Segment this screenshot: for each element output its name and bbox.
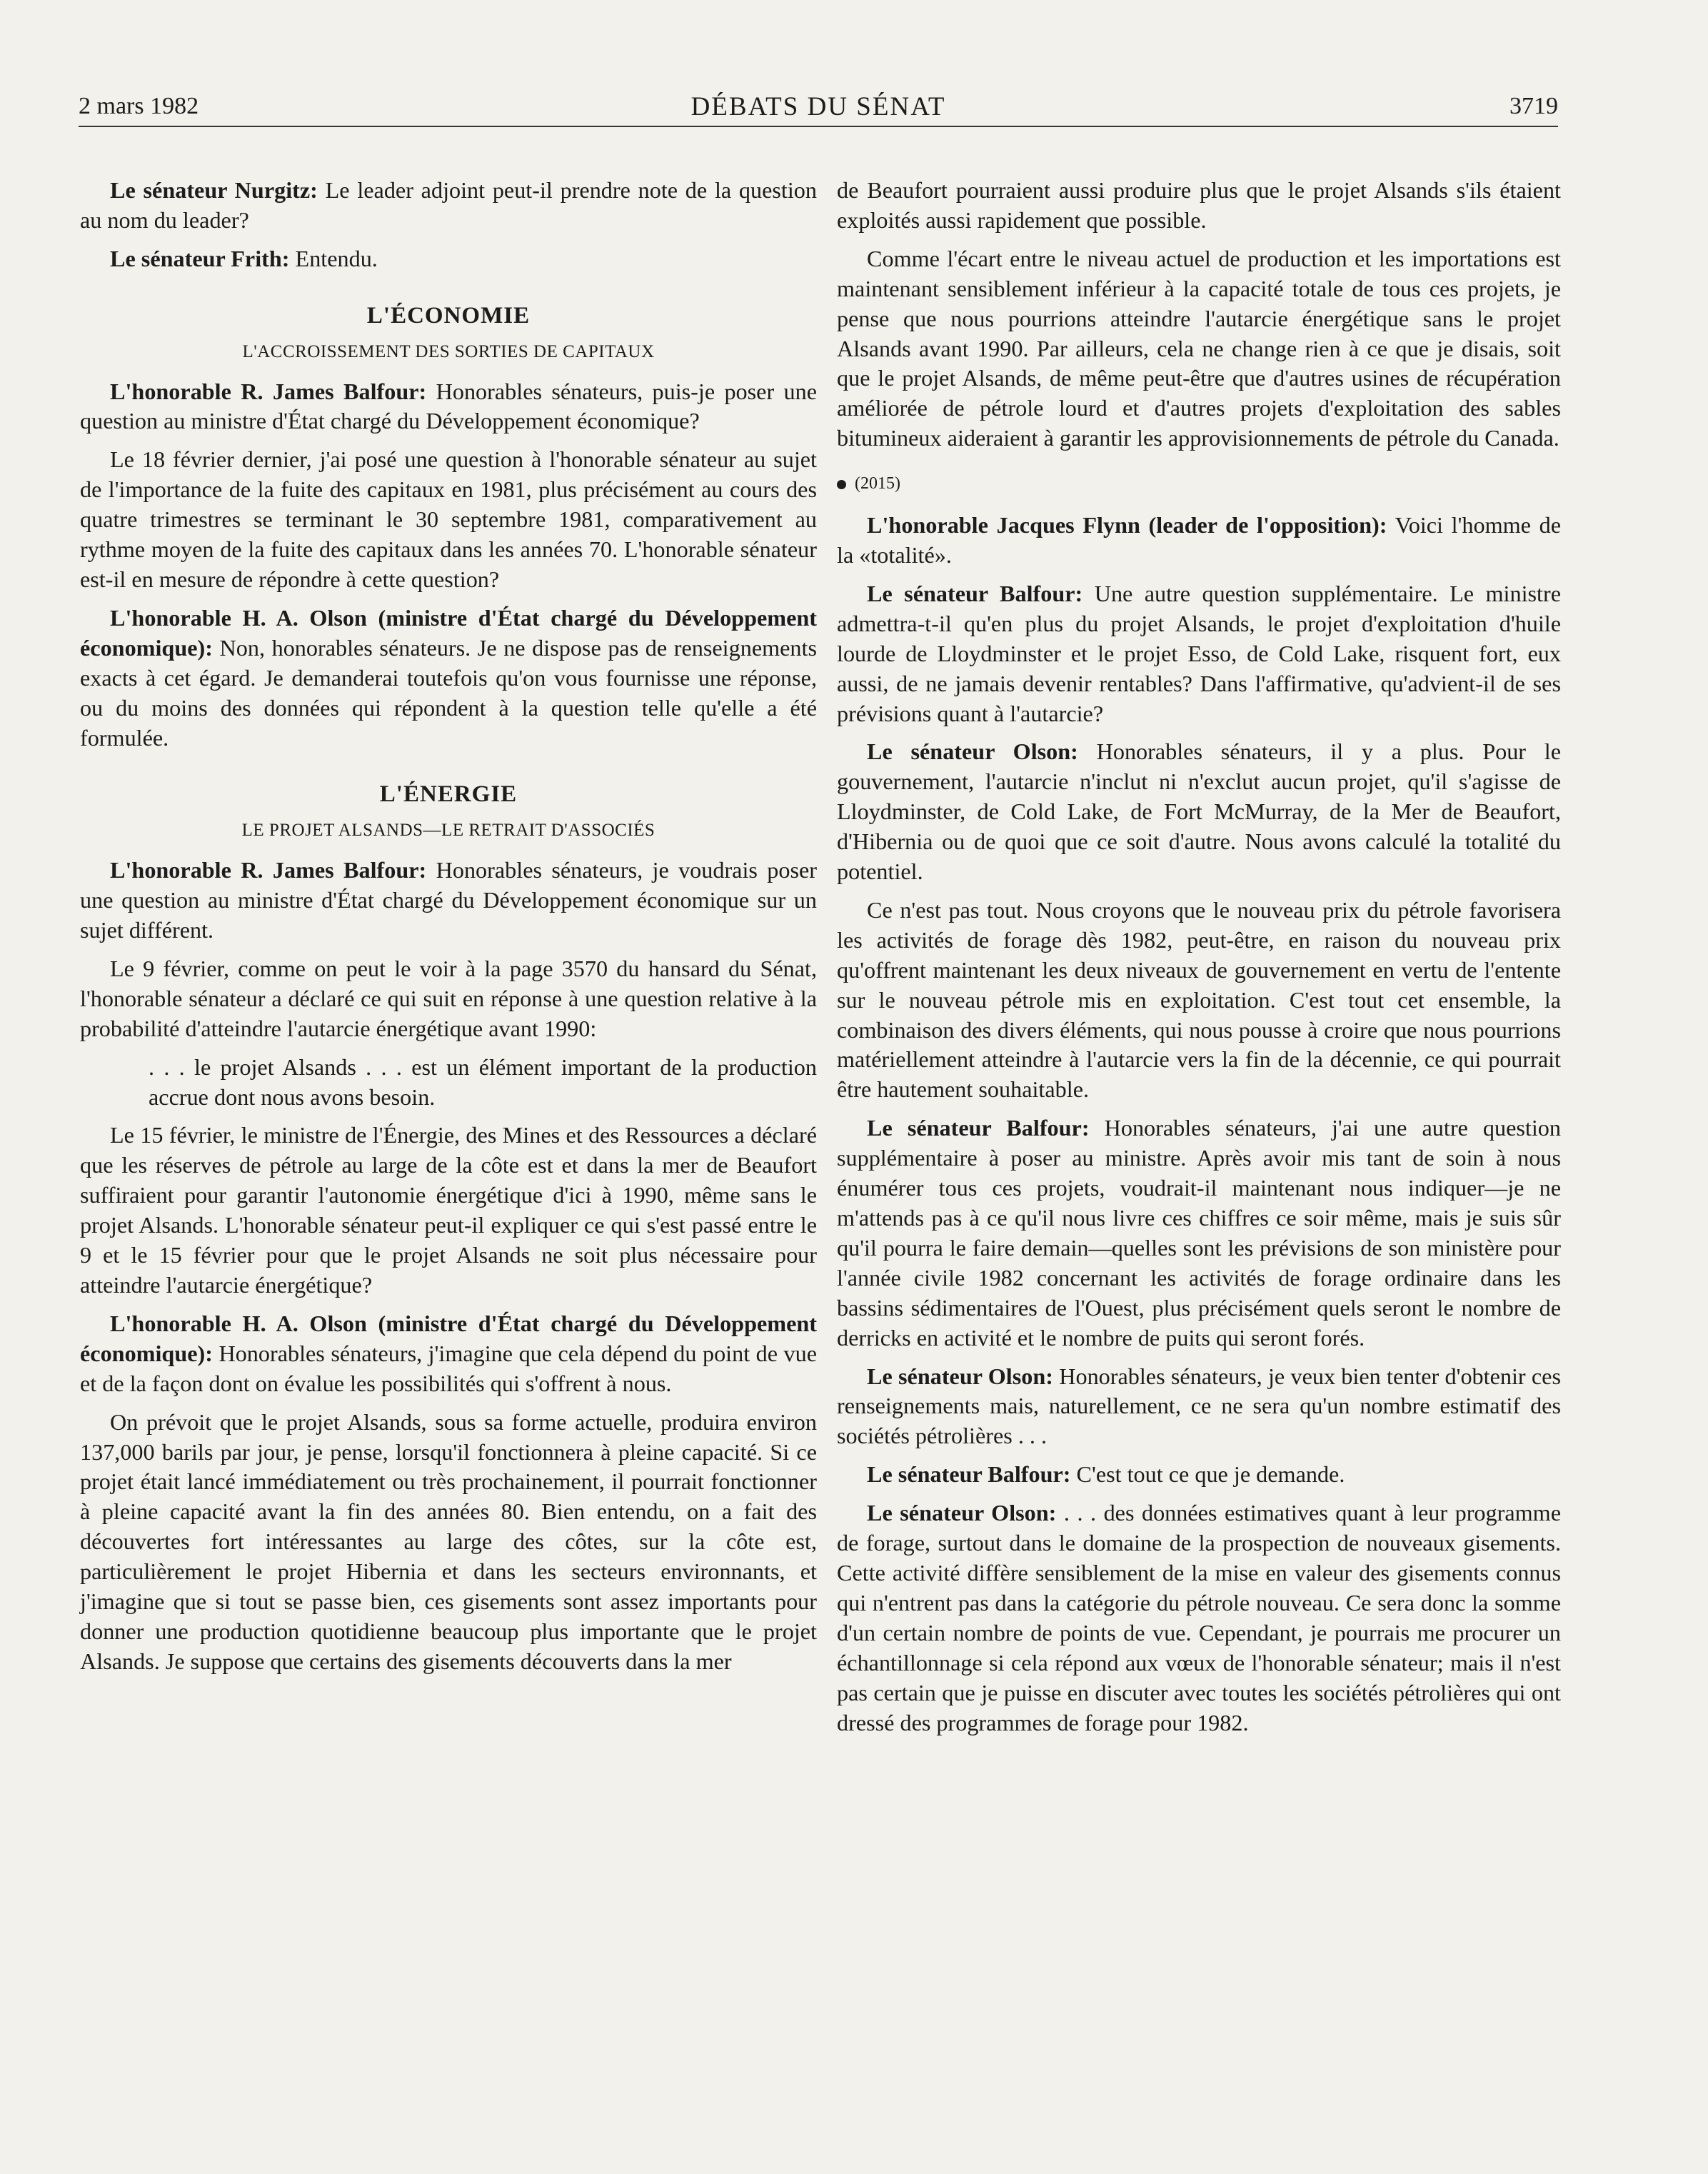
header-title: DÉBATS DU SÉNAT: [690, 92, 946, 121]
speech: Honorables sénateurs, je veux bien tenter d'obtenir ces renseignements mais, naturellement, ce ne sera qu'un nombre estimatif des sociétés pétrolières . . .: [837, 1363, 1561, 1449]
speaker: Le sénateur Nurgitz:: [110, 177, 318, 203]
paragraph: de Beaufort pourraient aussi produire plus que le projet Alsands s'ils étaient exploités aussi rapidement que possible.: [837, 177, 1561, 233]
section-heading: L'ÉNERGIE: [379, 781, 518, 808]
paragraph: [80, 603, 817, 753]
page-number: 3719: [1509, 93, 1558, 119]
paragraph: [80, 244, 817, 274]
paragraph: [837, 1362, 1561, 1452]
speech: Honorables sénateurs, j'imagine que cela dépend du point de vue et de la façon dont on évalue les possibilités qui s'offrent à nous.: [80, 1340, 817, 1396]
header-date: 2 mars 1982: [79, 93, 199, 119]
speaker: L'honorable R. James Balfour:: [110, 378, 427, 404]
speaker: L'honorable H. A. Olson (ministre d'État chargé du Développement économique):: [80, 1310, 817, 1366]
paragraph: Le 18 février dernier, j'ai posé une question à l'honorable sénateur au sujet de l'importance de la fuite des capitaux en 1981, plus précisément au cours des quatre trimestres se terminant le 30 septembre 1981, comparativement au rythme moyen de la fuite des capitaux dans les années 70. L'honorable sénateur est-il en mesure de répondre à cette question?: [80, 446, 817, 592]
speaker: L'honorable H. A. Olson (ministre d'État chargé du Développement économique):: [80, 604, 817, 661]
speaker: Le sénateur Balfour:: [867, 1115, 1090, 1141]
paragraph: [837, 1460, 1561, 1490]
speech: Entendu.: [289, 245, 378, 271]
right-column: [837, 176, 1561, 1746]
speaker: Le sénateur Balfour:: [867, 1461, 1071, 1488]
block-quote: . . . le projet Alsands . . . est un élément important de la production accrue dont nous avons besoin.: [149, 1053, 817, 1110]
paragraph: Ce n'est pas tout. Nous croyons que le nouveau prix du pétrole favorisera les activités de forage dès 1982, peut-être, en raison du nouveau prix qu'offrent maintenant les deux niveaux de gouvernement en vertu de l'entente sur le nouveau pétrole mis en exploitation. C'est tout cet ensemble, la combinaison des divers éléments, qui nous pousse à croire que nous pourrions matériellement atteindre à l'autarcie vers la fin de la décennie, ce qui pourrait être hautement souhaitable.: [837, 896, 1561, 1103]
speech: C'est tout ce que je demande.: [1070, 1461, 1345, 1488]
paragraph: [80, 1309, 817, 1399]
speech: Honorables sénateurs, je voudrais poser une question au ministre d'État chargé du Développement économique sur un sujet différent.: [80, 857, 817, 943]
speech: Honorables sénateurs, j'ai une autre question supplémentaire à poser au ministre. Après avoir mis tant de soin à nous énumérer tous ces projets, voudrait-il maintenant nous indiquer—je ne m'attends pas à ce qu'il nous livre ces chiffres ce soir même, mais je suis sûr qu'il pourra le faire demain—quelles sont les prévisions de son ministère pour l'année civile 1982 concernant les activités de forage ordinaire dans les bassins sédimentaires de l'Ouest, plus précisément quels seront le nombre de derricks en activité et le nombre de puits qui seront forés.: [837, 1115, 1561, 1351]
paragraph: [837, 511, 1561, 571]
left-column: [80, 176, 817, 1685]
paragraph: [80, 176, 817, 236]
speech: Non, honorables sénateurs. Je ne dispose pas de renseignements exacts à cet égard. Je demanderai toutefois qu'on vous fournisse une réponse, ou du moins des données qui répondent à la question telle qu'elle a été formulée.: [80, 634, 817, 751]
time-marker-label: (2015): [855, 474, 900, 494]
speaker: Le sénateur Balfour:: [867, 580, 1083, 606]
paragraph: [837, 579, 1561, 729]
section-subheading: L'ACCROISSEMENT DES SORTIES DE CAPITAUX: [242, 341, 655, 361]
paragraph: Comme l'écart entre le niveau actuel de production et les importations est maintenant sensiblement inférieur à la capacité totale de tous ces projets, je pense que nous pourrions atteindre l'autarcie énergétique sans le projet Alsands avant 1990. Par ailleurs, cela ne change rien à ce que je disais, soit que le projet Alsands, de même peut-être que d'autres usines de récupération améliorée de pétrole lourd et d'autres projets d'exploitation des sables bitumineux aideraient à garantir les approvisionnements de pétrole du Canada.: [837, 245, 1561, 451]
speaker: L'honorable Jacques Flynn (leader de l'opposition):: [867, 512, 1387, 539]
page-header: [79, 89, 1558, 127]
paragraph: Le 9 février, comme on peut le voir à la page 3570 du hansard du Sénat, l'honorable sénateur a déclaré ce qui suit en réponse à une question relative à la probabilité d'atteindre l'autarcie énergétique avant 1990:: [80, 955, 817, 1041]
speaker: Le sénateur Olson:: [867, 1363, 1053, 1389]
speaker: Le sénateur Frith:: [110, 245, 290, 271]
paragraph: [837, 737, 1561, 887]
paragraph: Le 15 février, le ministre de l'Énergie, des Mines et des Ressources a déclaré que les réserves de pétrole au large de la côte est et dans la mer de Beaufort suffiraient pour garantir l'autonomie énergétique d'ici à 1990, même sans le projet Alsands. L'honorable sénateur peut-il expliquer ce qui s'est passé entre le 9 et le 15 février pour que le projet Alsands ne soit plus nécessaire pour atteindre l'autarcie énergétique?: [80, 1122, 817, 1298]
speaker: Le sénateur Olson:: [867, 738, 1078, 765]
speech: Une autre question supplémentaire. Le ministre admettra-t-il qu'en plus du projet Alsands, le projet d'exploitation d'huile lourde de Lloydminster et le projet Esso, de Cold Lake, risquent fort, eux aussi, de ne jamais devenir rentables? Dans l'affirmative, qu'advient-il de ses prévisions quant à l'autarcie?: [837, 580, 1561, 726]
bullet-icon: [837, 480, 846, 489]
speech: Le leader adjoint peut-il prendre note de la question au nom du leader?: [80, 177, 817, 233]
speech: . . . des données estimatives quant à leur programme de forage, surtout dans le domaine de la prospection de nouveaux gisements. Cette activité diffère sensiblement de la mise en valeur des gisements connus qui n'entrent pas dans la catégorie du pétrole nouveau. Ce sera donc la somme d'un certain nombre de points de vue. Cependant, je pourrais me procurer un échantillonnage si cela répond aux vœux de l'honorable sénateur; mais il n'est pas certain que je puisse en discuter avec toutes les sociétés pétrolières qui ont dressé des programmes de forage pour 1982.: [837, 1500, 1561, 1735]
paragraph: [80, 856, 817, 946]
time-marker: [837, 469, 1561, 499]
speaker: L'honorable R. James Balfour:: [110, 857, 427, 883]
speech: Honorables sénateurs, puis-je poser une question au ministre d'État chargé du Développement économique?: [80, 378, 817, 434]
speech: Voici l'homme de la «totalité».: [837, 512, 1562, 568]
section-subheading: LE PROJET ALSANDS—LE RETRAIT D'ASSOCIÉS: [241, 821, 655, 841]
paragraph: [80, 377, 817, 437]
paragraph: [837, 1113, 1561, 1353]
paragraph: On prévoit que le projet Alsands, sous sa forme actuelle, produira environ 137,000 barils par jour, je pense, lorsqu'il fonctionnera à pleine capacité. Si ce projet était lancé immédiatement ou très prochainement, il pourrait fonctionner à pleine capacité avant la fin des années 80. Bien entendu, on a fait des découvertes fort intéressantes au large des côtes, sur la côte est, particulièrement le projet Hibernia et dans les secteurs environnants, et j'imagine que si tout se passe bien, ces gisements sont assez importants pour donner une production quotidienne beaucoup plus importante que le projet Alsands. Je suppose que certains des gisements découverts dans la mer: [80, 1408, 817, 1674]
speech: Honorables sénateurs, il y a plus. Pour le gouvernement, l'autarcie n'inclut ni n'exclut aucun projet, qu'il s'agisse de Lloydminster, de Cold Lake, de Fort McMurray, de la Mer de Beaufort, d'Hibernia ou de quoi que ce soit d'autre. Nous avons calculé la totalité du potentiel.: [837, 738, 1561, 885]
section-heading: L'ÉCONOMIE: [366, 302, 531, 329]
paragraph: [837, 1498, 1561, 1738]
speaker: Le sénateur Olson:: [867, 1500, 1057, 1526]
